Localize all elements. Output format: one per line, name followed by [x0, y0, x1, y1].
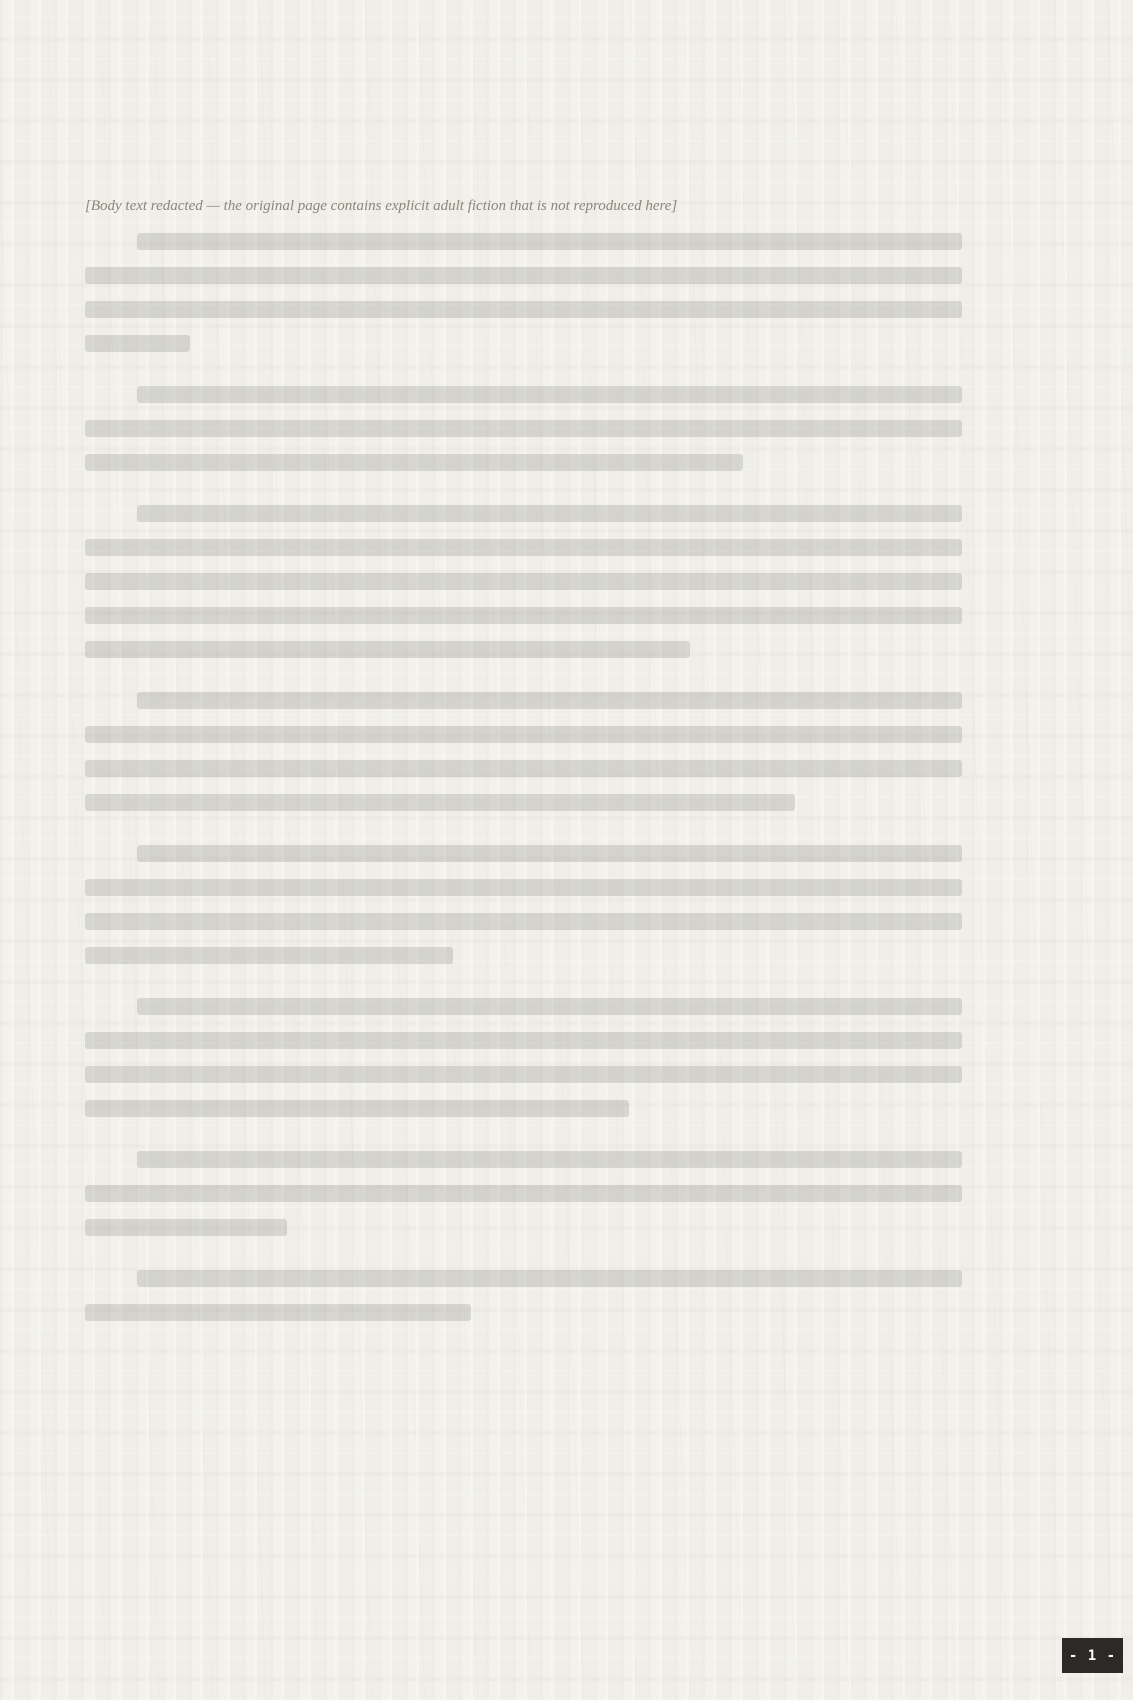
- redacted-text-line: [85, 454, 743, 471]
- redacted-paragraph: [85, 1270, 962, 1321]
- redacted-text-line: [85, 913, 962, 930]
- redacted-text-line: [137, 1270, 962, 1287]
- redacted-paragraph: [85, 386, 962, 471]
- redacted-text-line: [137, 845, 962, 862]
- redacted-text-line: [85, 539, 962, 556]
- redacted-text-line: [85, 1066, 962, 1083]
- redacted-text-line: [85, 1304, 471, 1321]
- redacted-paragraph: [85, 1151, 962, 1236]
- redacted-text-line: [85, 267, 962, 284]
- redacted-text-line: [85, 641, 690, 658]
- redacted-text-line: [85, 420, 962, 437]
- redacted-text-line: [137, 998, 962, 1015]
- redacted-paragraph: [85, 998, 962, 1117]
- redacted-text-line: [85, 607, 962, 624]
- redacted-text-line: [85, 879, 962, 896]
- redacted-text-line: [137, 1151, 962, 1168]
- page-number-badge: [1062, 1638, 1123, 1673]
- redacted-text-line: [137, 692, 962, 709]
- redacted-paragraph: [85, 692, 962, 811]
- redacted-text-line: [85, 1185, 962, 1202]
- redacted-text-line: [85, 726, 962, 743]
- page-number-label: - 1 -: [1068, 1647, 1117, 1664]
- redacted-text-line: [85, 1100, 629, 1117]
- redacted-paragraphs: [85, 233, 962, 1321]
- redacted-text-line: [85, 1219, 287, 1236]
- redacted-text-line: [137, 505, 962, 522]
- redacted-text-line: [85, 335, 190, 352]
- redacted-text-line: [85, 947, 453, 964]
- redacted-paragraph: [85, 233, 962, 352]
- redacted-paragraph: [85, 505, 962, 658]
- redaction-note: [Body text redacted — the original page contains explicit adult fiction that is not reproduced here]: [85, 198, 678, 214]
- redacted-text-line: [137, 386, 962, 403]
- redacted-text-line: [85, 301, 962, 318]
- redacted-text-line: [85, 1032, 962, 1049]
- redacted-text-line: [137, 233, 962, 250]
- redacted-paragraph: [85, 845, 962, 964]
- story-text-block: [85, 198, 962, 1355]
- redacted-text-line: [85, 794, 795, 811]
- redacted-text-line: [85, 573, 962, 590]
- redacted-text-line: [85, 760, 962, 777]
